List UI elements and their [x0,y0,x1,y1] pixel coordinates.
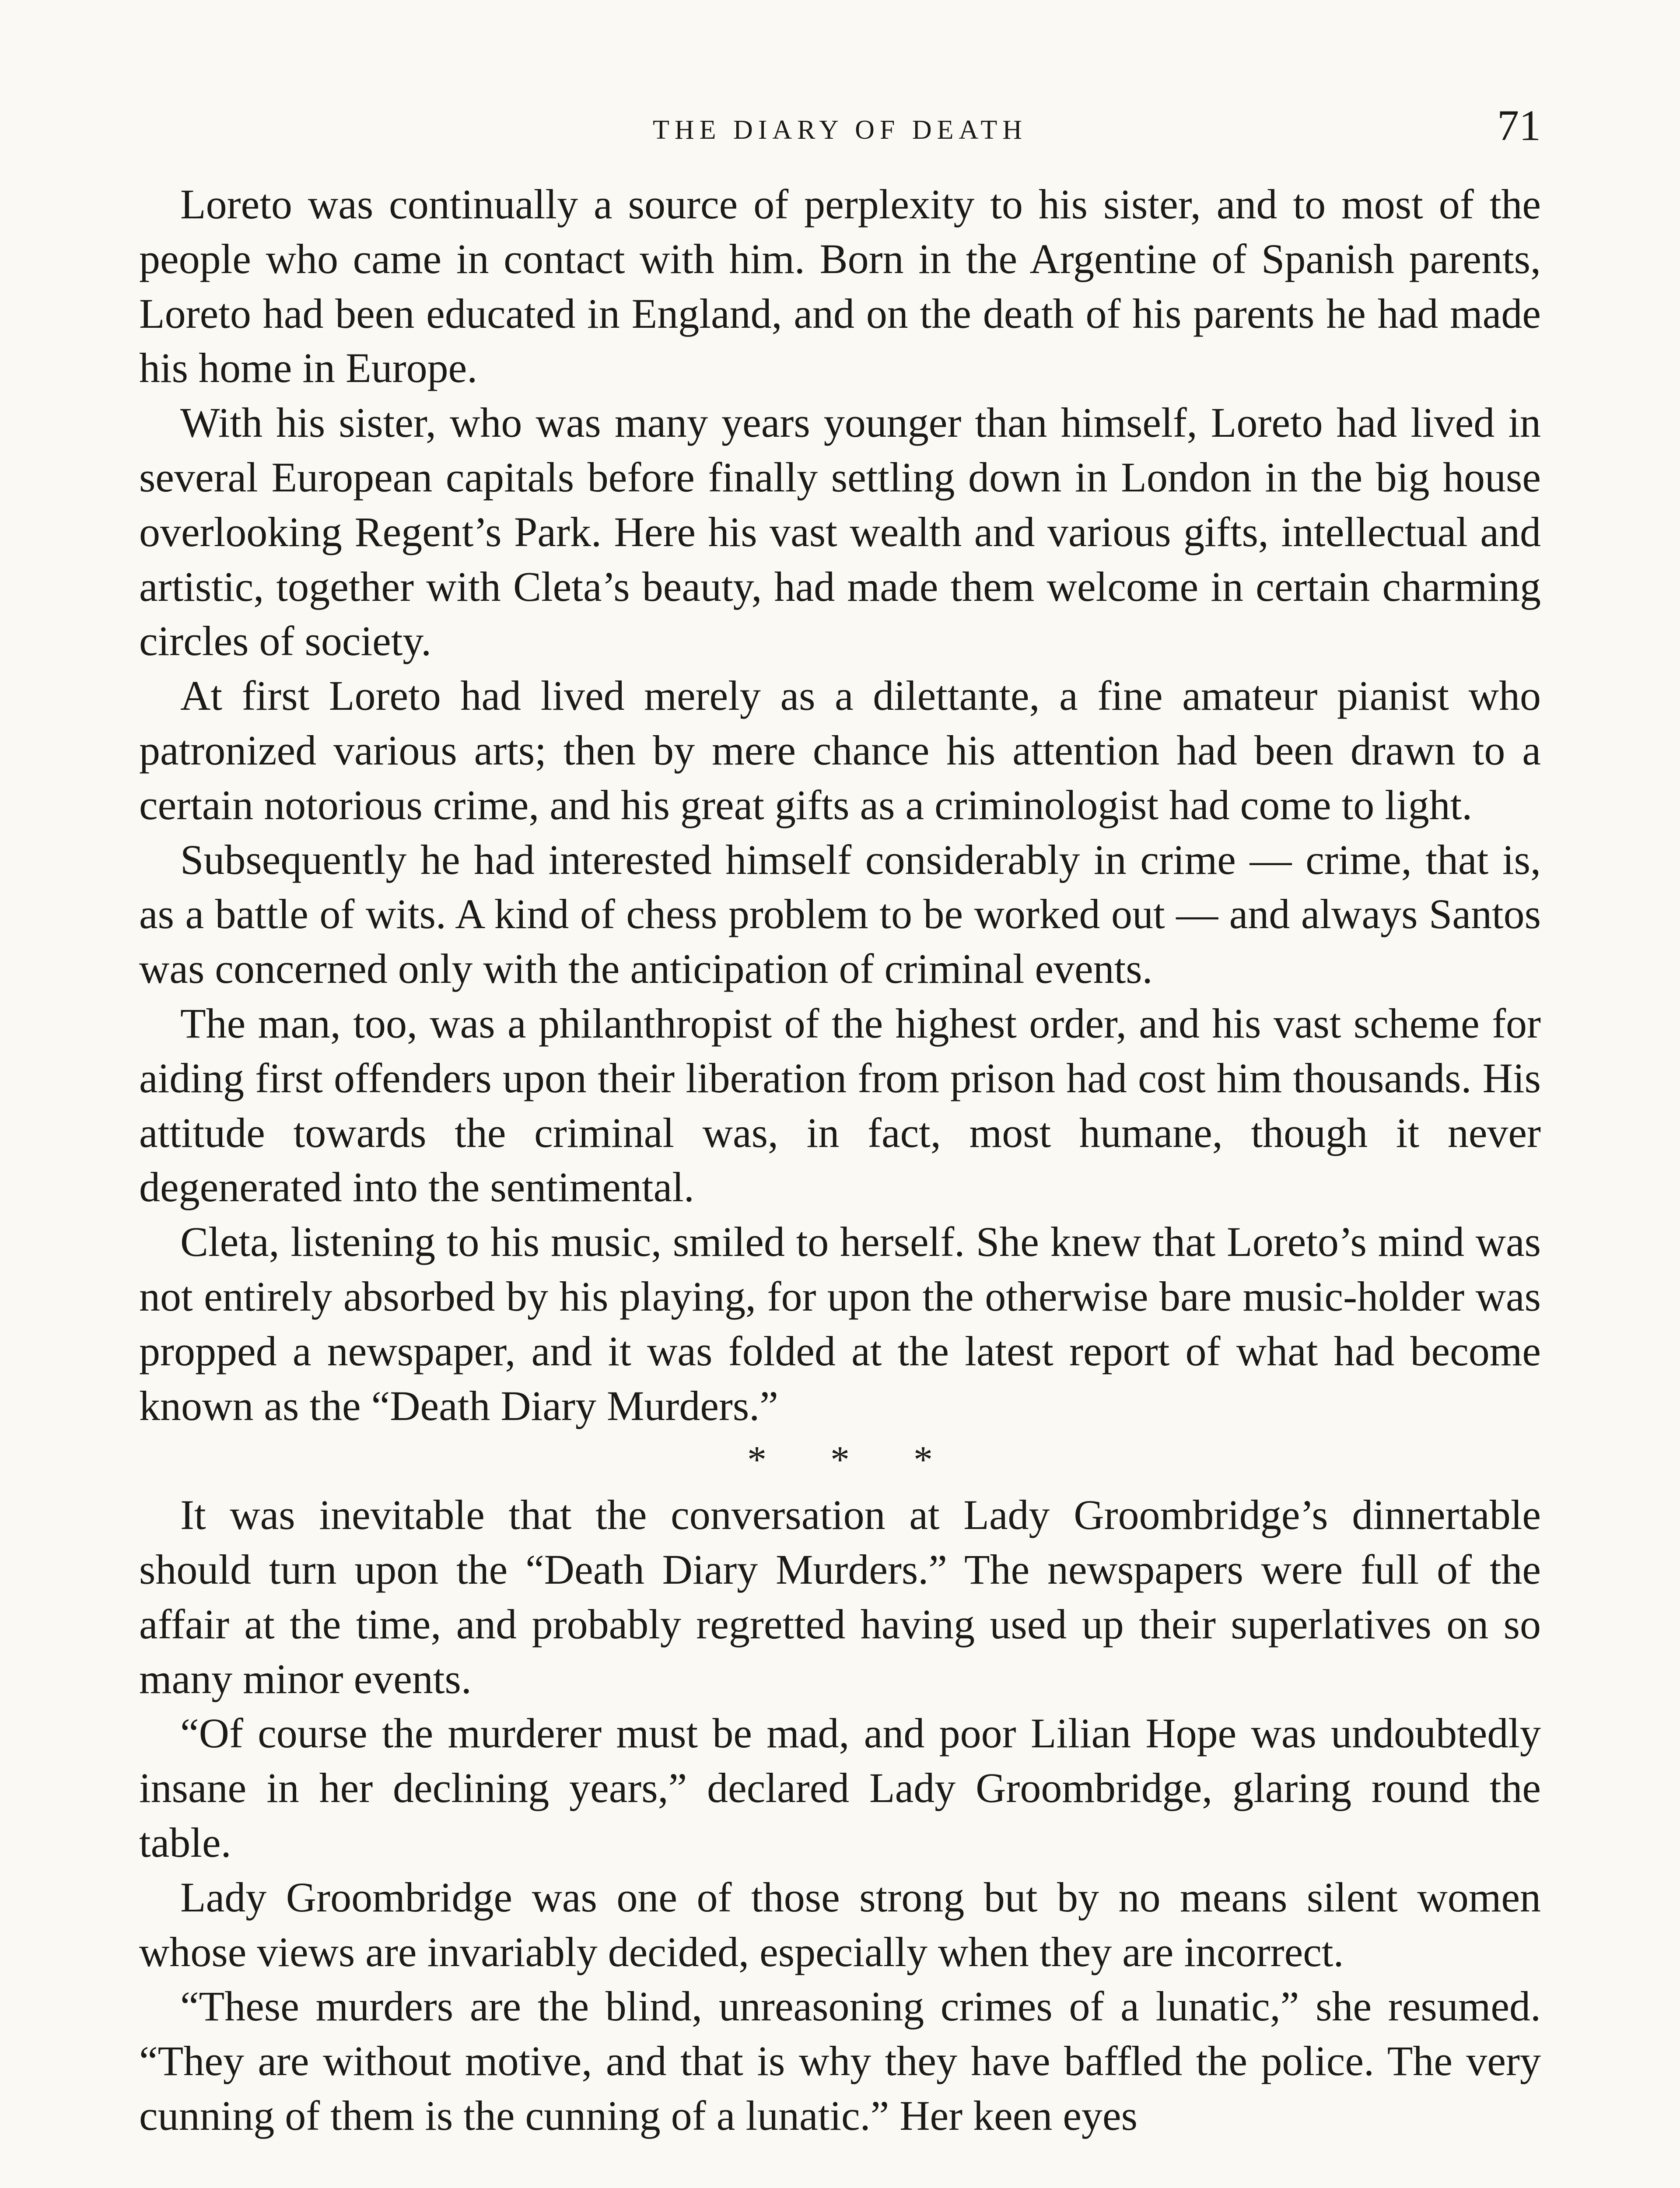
paragraph: It was inevitable that the conversation at Lady Groombridge’s dinnertable should turn upon the “Death Diary Murders.” The newspapers were full of the affair at the time, and probably regretted having used up their superlatives on so many minor events. [139,1491,1541,1702]
section-break-asterisk: * [747,1439,766,1482]
section-break-asterisk: * [914,1439,933,1482]
paragraph: At first Loreto had lived merely as a dilettante, a fine amateur pianist who patronized various arts; then by mere chance his attention had been drawn to a certain notorious crime, and his great gifts as a criminologist had come to light. [139,672,1541,828]
paragraph: Subsequently he had interested himself considerably in crime — crime, that is, as a battle of wits. A kind of chess problem to be worked out — and always Santos was concerned only with the anticipation of criminal events. [139,836,1541,992]
section-break [139,1433,1541,1488]
page-number: 71 [1497,101,1541,150]
paragraph: The man, too, was a philanthropist of the highest order, and his vast scheme for aiding first offenders upon their liberation from prison had cost him thousands. His attitude towards the criminal was, in fact, most humane, though it never degenerated into the sentimental. [139,999,1541,1211]
section-break-asterisk: * [830,1439,850,1482]
paragraph: “Of course the murderer must be mad, and poor Lilian Hope was undoubtedly insane in her declining years,” declared Lady Groombridge, glaring round the table. [139,1710,1541,1866]
body-text [139,177,1541,2143]
paragraph: Lady Groombridge was one of those strong but by no means silent women whose views are invariably decided, especially when they are incorrect. [139,1873,1541,1975]
paragraph: Cleta, listening to his music, smiled to herself. She knew that Loreto’s mind was not entirely absorbed by his playing, for upon the otherwise bare music-holder was propped a newspaper, and it was folded at the latest report of what had become known as the “Death Diary Murders.” [139,1218,1541,1429]
running-head-title: THE DIARY OF DEATH [652,115,1028,145]
paragraph: Loreto was continually a source of perplexity to his sister, and to most of the people who came in contact with him. Born in the Argentine of Spanish parents, Loreto had been educated in England, and on the death of his parents he had made his home in Europe. [139,181,1541,392]
paragraph: “These murders are the blind, unreasoning crimes of a lunatic,” she resumed. “They are without motive, and that is why they have baffled the police. The very cunning of them is the cunning of a lunatic.” Her keen eyes [139,1983,1541,2139]
running-head [139,102,1541,150]
paragraph: With his sister, who was many years younger than himself, Loreto had lived in several European capitals before finally settling down in London in the big house overlooking Regent’s Park. Here his vast wealth and various gifts, intellectual and artistic, together with Cleta’s beauty, had made them welcome in certain charming circles of society. [139,399,1541,665]
